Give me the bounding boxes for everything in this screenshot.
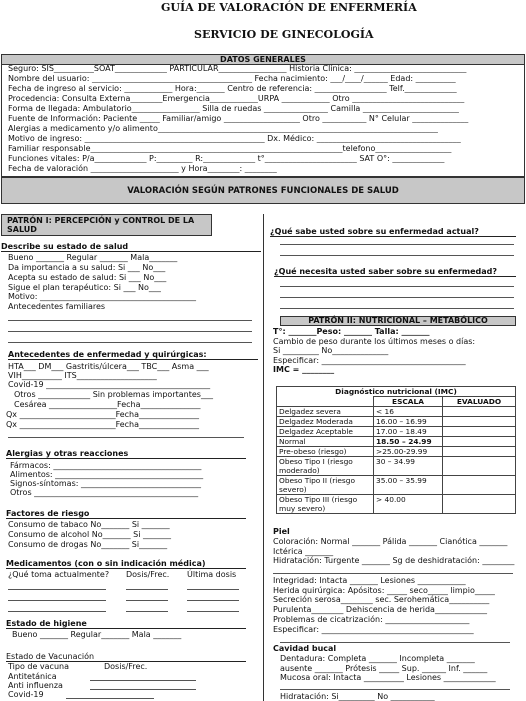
- piel-row: Purulenta________ Dehiscencia de herida_____________: [273, 605, 487, 614]
- piel-row: Integridad: Intacta _______ Lesiones ____________: [273, 576, 466, 585]
- imc-evaluado-cell[interactable]: [443, 476, 516, 495]
- blank-line: [187, 611, 239, 612]
- medicamentos-header: Dosis/Frec.: [126, 570, 170, 579]
- imc-scale: 30 – 34.99: [374, 457, 443, 476]
- blank-line: [187, 589, 239, 590]
- blank-line: [126, 611, 168, 612]
- datos-generales-row: Seguro: SIS__________SOAT_____________ PARTICULAR_________________ Historia Clínica: ____________________________: [8, 64, 467, 73]
- vacunacion-header: Dosis/Frec.: [104, 662, 148, 671]
- patron2-header: PATRÓN II: NUTRICIONAL – METABÓLICO: [280, 316, 516, 326]
- imc-category: Obeso Tipo I (riesgo moderado): [277, 457, 374, 476]
- datos-generales-row: Fecha de ingreso al servicio: ____________ Hora:_______ Centro de referencia: __________________ Telf._____________: [8, 84, 457, 93]
- describe-row: Sigue el plan terapéutico: Si ___ No___: [8, 283, 161, 292]
- table-row: [277, 447, 516, 457]
- medicamentos-title: Medicamentos (con o sin indicación médica): [6, 559, 246, 569]
- blank-line: [8, 320, 252, 321]
- datos-generales-title: DATOS GENERALES: [220, 55, 306, 64]
- imc-evaluado-cell[interactable]: [443, 447, 516, 457]
- blank-line: [8, 342, 252, 343]
- imc-row: IMC = ________: [273, 365, 335, 374]
- factores-row: Consumo de tabaco No_______ Si _______: [8, 520, 170, 529]
- imc-scale: > 40.00: [374, 495, 443, 514]
- antecedentes-row: Cesárea _________________Fecha_______________: [14, 400, 201, 409]
- imc-table: [276, 386, 516, 514]
- blank-line: [280, 255, 514, 256]
- piel-row: Secreción serosa________ sec. Serohemática__________: [273, 595, 490, 604]
- alergias-row: Alimentos: _____________________________________: [10, 470, 204, 479]
- vacunacion-title: Estado de Vacunación: [6, 652, 246, 662]
- imc-col-evaluado: EVALUADO: [443, 397, 516, 407]
- datos-generales-row: Procedencia: Consulta Externa________Emergencia____________URPA ____________ Otro ____________________________: [8, 94, 465, 103]
- imc-category: Delgadez Moderada: [277, 417, 374, 427]
- datos-generales-row: Motivo de ingreso: _____________________________________________ Dx. Médico: ____________________________________: [8, 134, 461, 143]
- higiene-row: Bueno _______ Regular_______ Mala _______: [12, 630, 182, 639]
- table-row: [277, 427, 516, 437]
- vacunacion-row: Antitetánica: [8, 672, 57, 681]
- factores-row: Consumo de alcohol No_______ Si _______: [8, 530, 171, 539]
- alergias-row: Signos-síntomas: ______________________________: [10, 479, 201, 488]
- blank-line: [280, 297, 514, 298]
- blank-line: [187, 600, 239, 601]
- blank-line: [8, 600, 106, 601]
- imc-evaluado-cell[interactable]: [443, 437, 516, 447]
- imc-col-escala: ESCALA: [374, 397, 443, 407]
- bucal-title: Cavidad bucal: [273, 644, 337, 653]
- imc-category: Obeso Tipo II (riesgo severo): [277, 476, 374, 495]
- describe-row: Motivo: _______________________________________: [8, 292, 197, 301]
- datos-generales-row: Alergias a medicamento y/o alimento______________________________________________________________________: [8, 124, 438, 133]
- bucal-row: ausente _______ Prótesis _____ Sup. ______ Inf. ______: [280, 664, 488, 673]
- imc-evaluado-cell[interactable]: [443, 407, 516, 417]
- blank-line: [8, 589, 106, 590]
- table-row: [277, 407, 516, 417]
- especificar-row: Especificar: ____________________________________: [273, 356, 466, 365]
- table-row: [277, 437, 516, 447]
- si-no-row: Si _________ No______________: [273, 346, 389, 355]
- blank-line: [90, 680, 196, 681]
- imc-category: Obeso Tipo III (riesgo muy severo): [277, 495, 374, 514]
- table-row: [277, 495, 516, 514]
- patron1-header: PATRÓN I: PERCEPCIÓN y CONTROL DE LA SALUD: [1, 214, 212, 236]
- vacunacion-header: Tipo de vacuna: [8, 662, 69, 671]
- alergias-row: Otros _________________________________________: [10, 488, 199, 497]
- antecedentes-row: Covid-19 _________________________________________: [8, 380, 211, 389]
- piel-row: Problemas de cicatrización: _____________________: [273, 615, 470, 624]
- piel-title: Piel: [273, 527, 290, 536]
- antecedentes-title: Antecedentes de enfermedad y quirúrgicas:: [8, 350, 258, 360]
- datos-generales-row: Funciones vitales: P/a_____________ P:_________ R:_____________ t°_______________________ SAT O°: _____________: [8, 154, 445, 163]
- factores-row: Consumo de drogas No_______ Si_______: [8, 540, 168, 549]
- describe-row: Da importancia a su salud: Si ___ No___: [8, 263, 166, 272]
- imc-scale: < 16: [374, 407, 443, 417]
- table-row: [277, 417, 516, 427]
- piel-row: Coloración: Normal _______ Pálida _______ Cianótica _______: [273, 537, 508, 546]
- page-title: GUÍA DE VALORACIÓN DE ENFERMERÍA: [161, 1, 417, 14]
- datos-generales-row: Forma de llegada: Ambulatorio_________________ Silla de ruedas ________________ Camilla ________________________: [8, 104, 459, 113]
- valoracion-title: VALORACIÓN SEGÚN PATRONES FUNCIONALES DE SALUD: [127, 186, 399, 196]
- vacunacion-row: Covid-19: [8, 690, 44, 699]
- blank-line: [126, 600, 168, 601]
- piel-row: Hidratación: Turgente _______ Sg de deshidratación: ________: [273, 556, 515, 565]
- medicamentos-header: ¿Qué toma actualmente?: [8, 570, 110, 579]
- datos-generales-row: Familiar responsable_______________________________________________________________telefono___________________: [8, 144, 452, 153]
- antecedentes-row: HTA___ DM___ Gastritis/úlcera___ TBC___ Asma ___: [8, 362, 209, 371]
- imc-category: Normal: [277, 437, 374, 447]
- blank-line: [280, 286, 514, 287]
- bucal-row: Dentadura: Completa _______ Incompleta _______: [280, 654, 475, 663]
- antecedentes-row: Qx ________________________Fecha_______________: [6, 410, 200, 419]
- alergias-title: Alergias y otras reacciones: [6, 449, 246, 459]
- q2: ¿Qué necesita usted saber sobre su enfermedad?: [274, 267, 516, 277]
- describe-row: Acepta su estado de salud: Si ___ No___: [8, 273, 167, 282]
- piel-row: Herida quirúrgica: Apósitos: _____ seco_____ limpio_____: [273, 586, 495, 595]
- antecedentes-row: Otros _____________ Sin problemas importantes___: [14, 390, 213, 399]
- datos-generales-row: Fuente de Información: Paciente _____ Familiar/amigo ___________________ Otro ___________ N° Celular ______________: [8, 114, 469, 123]
- valoracion-header: [1, 177, 525, 204]
- imc-category: Delgadez Aceptable: [277, 427, 374, 437]
- imc-evaluado-cell[interactable]: [443, 495, 516, 514]
- vitals-row: T°: _______Peso: _______ Talla: _______: [273, 327, 430, 336]
- bucal-row: Mucosa oral: Intacta __________ Lesiones _____________: [280, 673, 496, 682]
- imc-table-title: Diagnóstico nutricional (IMC): [277, 387, 516, 397]
- blank-line: [8, 611, 106, 612]
- datos-generales-row: Nombre del usuario: ________________________________________ Fecha nacimiento: ___/____/______ Edad: __________: [8, 74, 456, 83]
- imc-scale: 35.00 – 35.99: [374, 476, 443, 495]
- blank-line: [90, 689, 196, 690]
- piel-row: Especificar: ______________________________________: [273, 625, 474, 634]
- describe-title: Describe su estado de salud: [1, 242, 261, 252]
- blank-line: [280, 689, 510, 690]
- service-title: SERVICIO DE GINECOLOGÍA: [194, 28, 374, 41]
- blank-line: [280, 308, 514, 309]
- antecedentes-row: VIH__________ ITS____________________: [8, 371, 157, 380]
- imc-evaluado-cell[interactable]: [443, 457, 516, 476]
- imc-category: Pre-obeso (riesgo): [277, 447, 374, 457]
- describe-row: Antecedentes familiares: [8, 302, 106, 311]
- table-row: [277, 457, 516, 476]
- antecedentes-row: Qx ________________________Fecha_______________: [6, 420, 200, 429]
- imc-evaluado-cell[interactable]: [443, 417, 516, 427]
- imc-scale: 18.50 – 24.99: [374, 437, 443, 447]
- blank-line: [126, 589, 168, 590]
- q1: ¿Qué sabe usted sobre su enfermedad actual?: [270, 227, 516, 237]
- medicamentos-header: Última dosis: [187, 570, 237, 579]
- imc-category: Delgadez severa: [277, 407, 374, 417]
- imc-scale: 17.00 – 18.49: [374, 427, 443, 437]
- table-row: [277, 476, 516, 495]
- imc-col-blank: [277, 397, 374, 407]
- datos-generales-row: Fecha de valoración ______________________ y Hora________: ________: [8, 164, 277, 173]
- alergias-row: Fármacos: _____________________________________: [10, 461, 202, 470]
- blank-line: [280, 244, 514, 245]
- bucal-row: Hidratación: Si_________ No ___________: [280, 692, 435, 701]
- blank-line: [8, 437, 244, 438]
- describe-row: Bueno _______ Regular _______ Mala_______: [8, 253, 178, 262]
- blank-line: [66, 698, 154, 699]
- imc-scale: 16.00 – 16.99: [374, 417, 443, 427]
- piel-row: Ictérica _______: [273, 547, 334, 556]
- cambio-row: Cambio de peso durante los últimos meses o días:: [273, 337, 476, 346]
- imc-scale: >25.00-29.99: [374, 447, 443, 457]
- blank-line: [273, 573, 513, 574]
- higiene-title: Estado de higiene: [6, 619, 246, 629]
- blank-line: [8, 331, 252, 332]
- imc-evaluado-cell[interactable]: [443, 427, 516, 437]
- blank-line: [280, 642, 510, 643]
- vacunacion-row: Anti influenza: [8, 681, 63, 690]
- factores-title: Factores de riesgo: [6, 509, 246, 519]
- column-divider: [263, 214, 264, 701]
